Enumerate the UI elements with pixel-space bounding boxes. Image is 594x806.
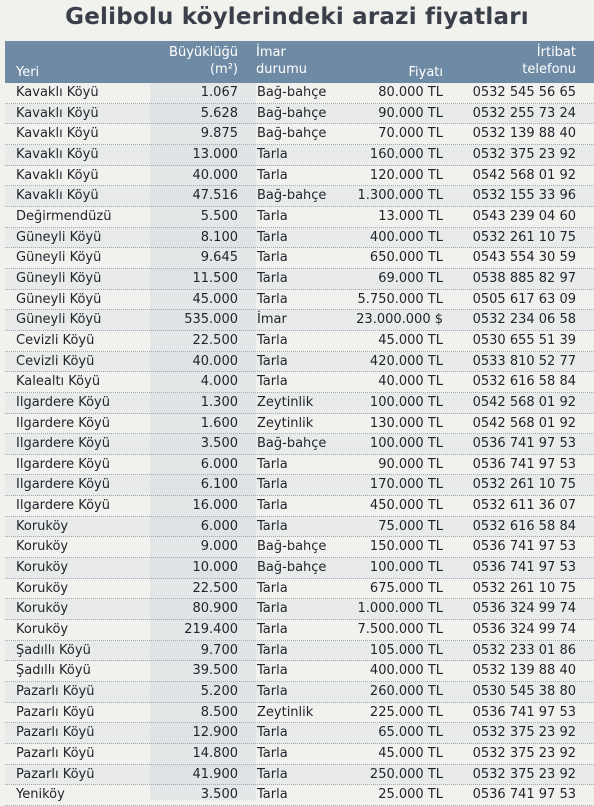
table-row [5, 269, 594, 290]
cell-telefon: 0530 545 38 80 [472, 684, 576, 700]
cell-telefon: 0536 741 97 53 [472, 456, 576, 472]
cell-imar: Tarla [257, 353, 288, 369]
cell-fiyat: 1.300.000 TL [357, 188, 443, 204]
cell-fiyat: 225.000 TL [369, 704, 443, 720]
cell-telefon: 0532 375 23 92 [472, 725, 576, 741]
cell-telefon: 0532 616 58 84 [472, 374, 576, 390]
cell-telefon: 0533 810 52 77 [472, 353, 576, 369]
cell-yeri: Cevizli Köyü [16, 353, 95, 369]
table-row [5, 579, 594, 600]
cell-buyukluk: 80.900 [192, 601, 238, 617]
table-row [5, 765, 594, 786]
cell-imar: Tarla [257, 746, 288, 761]
table-row [5, 434, 594, 455]
cell-fiyat: 100.000 TL [369, 436, 443, 452]
header-fiyat: Fiyatı [408, 65, 443, 80]
cell-imar: Bağ-bahçe [257, 85, 327, 100]
cell-yeri: Ilgardere Köyü [16, 415, 110, 431]
cell-fiyat: 45.000 TL [378, 746, 443, 761]
cell-fiyat: 250.000 TL [369, 766, 443, 782]
cell-imar: Zeytinlik [257, 704, 314, 720]
header-imar-line1: İmar [256, 45, 286, 60]
cell-buyukluk: 14.800 [192, 746, 238, 761]
cell-imar: Tarla [257, 208, 288, 224]
header-yeri: Yeri [16, 65, 40, 80]
cell-yeri: Pazarlı Köyü [16, 725, 95, 741]
cell-buyukluk: 6.100 [200, 477, 238, 493]
cell-yeri: Kavaklı Köyü [16, 85, 99, 100]
cell-imar: Tarla [257, 332, 288, 348]
table-row [5, 290, 594, 311]
cell-yeri: Koruköy [16, 560, 69, 576]
cell-buyukluk: 45.000 [192, 291, 238, 307]
header-irtibat [445, 46, 576, 76]
cell-fiyat: 75.000 TL [378, 518, 443, 534]
cell-buyukluk: 1.300 [200, 394, 238, 410]
table-row [5, 723, 594, 744]
cell-yeri: Şadıllı Köyü [16, 642, 91, 658]
cell-buyukluk: 4.000 [200, 374, 238, 390]
cell-fiyat: 65.000 TL [378, 725, 443, 741]
cell-yeri: Pazarlı Köyü [16, 704, 95, 720]
cell-fiyat: 25.000 TL [378, 787, 443, 803]
cell-buyukluk: 5.628 [200, 105, 238, 121]
cell-imar: Tarla [257, 622, 288, 638]
cell-imar: Tarla [257, 787, 288, 803]
cell-fiyat: 45.000 TL [378, 332, 443, 348]
cell-buyukluk: 6.000 [200, 518, 238, 534]
cell-fiyat: 100.000 TL [369, 394, 443, 410]
cell-telefon: 0536 741 97 53 [472, 560, 576, 576]
cell-fiyat: 420.000 TL [369, 353, 443, 369]
cell-buyukluk: 9.700 [200, 642, 238, 658]
table-row [5, 207, 594, 228]
cell-fiyat: 120.000 TL [369, 167, 443, 183]
cell-yeri: Ilgardere Köyü [16, 436, 110, 452]
cell-buyukluk: 3.500 [200, 787, 238, 803]
table-row [5, 455, 594, 476]
table-row [5, 744, 594, 765]
cell-imar: Tarla [257, 580, 288, 596]
cell-telefon: 0505 617 63 09 [472, 291, 576, 307]
cell-imar: Bağ-bahçe [257, 539, 327, 555]
cell-buyukluk: 9.875 [200, 126, 238, 142]
cell-fiyat: 5.750.000 TL [357, 291, 443, 307]
table-row [5, 372, 594, 393]
cell-fiyat: 7.500.000 TL [357, 622, 443, 638]
cell-telefon: 0532 616 58 84 [472, 518, 576, 534]
table-row [5, 641, 594, 662]
table-row [5, 537, 594, 558]
cell-buyukluk: 1.600 [200, 415, 238, 431]
cell-imar: Tarla [257, 229, 288, 245]
cell-imar: Zeytinlik [257, 415, 314, 431]
cell-buyukluk: 12.900 [192, 725, 238, 741]
cell-yeri: Kavaklı Köyü [16, 146, 99, 162]
cell-yeri: Ilgardere Köyü [16, 456, 110, 472]
cell-telefon: 0532 375 23 92 [472, 146, 576, 162]
cell-yeri: Yeniköy [16, 787, 65, 803]
cell-telefon: 0532 255 73 24 [472, 105, 576, 121]
cell-telefon: 0542 568 01 92 [472, 415, 576, 431]
cell-buyukluk: 5.500 [200, 208, 238, 224]
cell-imar: Tarla [257, 456, 288, 472]
cell-fiyat: 90.000 TL [378, 456, 443, 472]
cell-fiyat: 675.000 TL [369, 580, 443, 596]
cell-telefon: 0532 261 10 75 [472, 580, 576, 596]
cell-telefon: 0543 239 04 60 [472, 208, 576, 224]
cell-yeri: Pazarlı Köyü [16, 746, 95, 761]
cell-yeri: Koruköy [16, 601, 69, 617]
table-row [5, 661, 594, 682]
cell-imar: Bağ-bahçe [257, 105, 327, 121]
cell-telefon: 0530 655 51 39 [472, 332, 576, 348]
cell-fiyat: 13.000 TL [378, 208, 443, 224]
cell-yeri: Ilgardere Köyü [16, 394, 110, 410]
cell-telefon: 0536 324 99 74 [472, 622, 576, 638]
cell-fiyat: 260.000 TL [369, 684, 443, 700]
cell-imar: Bağ-bahçe [257, 188, 327, 204]
cell-fiyat: 450.000 TL [369, 498, 443, 514]
cell-telefon: 0532 375 23 92 [472, 766, 576, 782]
table-row [5, 703, 594, 724]
cell-buyukluk: 11.500 [192, 270, 238, 286]
cell-yeri: Güneyli Köyü [16, 250, 102, 266]
cell-yeri: Koruköy [16, 539, 69, 555]
table-row [5, 310, 594, 331]
cell-imar: Tarla [257, 477, 288, 493]
table-row [5, 145, 594, 166]
cell-telefon: 0536 741 97 53 [472, 787, 576, 803]
cell-imar: Bağ-bahçe [257, 126, 327, 142]
table-header [5, 41, 594, 83]
cell-buyukluk: 219.400 [184, 622, 238, 638]
cell-imar: Tarla [257, 725, 288, 741]
cell-fiyat: 170.000 TL [369, 477, 443, 493]
table-row [5, 599, 594, 620]
cell-buyukluk: 41.900 [192, 766, 238, 782]
table-row [5, 517, 594, 538]
cell-yeri: Cevizli Köyü [16, 332, 95, 348]
table-row [5, 682, 594, 703]
cell-imar: Tarla [257, 250, 288, 266]
cell-buyukluk: 16.000 [192, 498, 238, 514]
cell-fiyat: 100.000 TL [369, 560, 443, 576]
table-row [5, 496, 594, 517]
table-row [5, 558, 594, 579]
cell-buyukluk: 40.000 [192, 353, 238, 369]
cell-fiyat: 70.000 TL [378, 126, 443, 142]
cell-buyukluk: 10.000 [192, 560, 238, 576]
cell-telefon: 0542 568 01 92 [472, 167, 576, 183]
cell-imar: Tarla [257, 374, 288, 390]
cell-telefon: 0532 139 88 40 [472, 663, 576, 679]
header-irtibat-line2: telefonu [522, 62, 576, 77]
cell-yeri: Ilgardere Köyü [16, 477, 110, 493]
page-title: Gelibolu köylerindeki arazi fiyatları [65, 4, 529, 30]
cell-telefon: 0536 741 97 53 [472, 539, 576, 555]
cell-yeri: Koruköy [16, 580, 69, 596]
cell-imar: Tarla [257, 146, 288, 162]
cell-telefon: 0532 155 33 96 [472, 188, 576, 204]
header-buyukluk [158, 46, 238, 76]
cell-buyukluk: 22.500 [192, 580, 238, 596]
cell-imar: Tarla [257, 601, 288, 617]
cell-buyukluk: 39.500 [192, 663, 238, 679]
cell-fiyat: 400.000 TL [369, 229, 443, 245]
cell-fiyat: 90.000 TL [378, 105, 443, 121]
table-row [5, 228, 594, 249]
cell-imar: Tarla [257, 518, 288, 534]
cell-telefon: 0542 568 01 92 [472, 394, 576, 410]
cell-fiyat: 650.000 TL [369, 250, 443, 266]
cell-yeri: Güneyli Köyü [16, 270, 102, 286]
cell-fiyat: 400.000 TL [369, 663, 443, 679]
cell-yeri: Ilgardere Köyü [16, 498, 110, 514]
cell-telefon: 0532 611 36 07 [472, 498, 576, 514]
header-buyukluk-line1: Büyüklüğü [169, 45, 238, 60]
cell-buyukluk: 22.500 [192, 332, 238, 348]
table-row [5, 124, 594, 145]
cell-yeri: Pazarlı Köyü [16, 766, 95, 782]
cell-yeri: Kalealtı Köyü [16, 374, 101, 390]
cell-telefon: 0532 233 01 86 [472, 642, 576, 658]
cell-imar: Tarla [257, 270, 288, 286]
cell-imar: Tarla [257, 642, 288, 658]
cell-fiyat: 23.000.000 $ [356, 312, 443, 328]
cell-buyukluk: 3.500 [200, 436, 238, 452]
table-row [5, 104, 594, 125]
cell-telefon: 0536 324 99 74 [472, 601, 576, 617]
cell-fiyat: 150.000 TL [369, 539, 443, 555]
cell-telefon: 0543 554 30 59 [472, 250, 576, 266]
cell-yeri: Koruköy [16, 622, 69, 638]
cell-imar: İmar [257, 312, 287, 328]
table-row [5, 785, 594, 806]
cell-yeri: Güneyli Köyü [16, 229, 102, 245]
header-imar-line2: durumu [256, 62, 307, 77]
cell-yeri: Koruköy [16, 518, 69, 534]
cell-telefon: 0532 139 88 40 [472, 126, 576, 142]
cell-imar: Tarla [257, 766, 288, 782]
cell-buyukluk: 535.000 [184, 312, 238, 328]
cell-telefon: 0536 741 97 53 [472, 436, 576, 452]
header-imar [256, 46, 307, 76]
table-row [5, 352, 594, 373]
cell-telefon: 0532 545 56 65 [472, 85, 576, 100]
table-row [5, 414, 594, 435]
cell-imar: Zeytinlik [257, 394, 314, 410]
header-irtibat-line1: İrtibat [536, 45, 576, 60]
cell-yeri: Pazarlı Köyü [16, 684, 95, 700]
cell-imar: Bağ-bahçe [257, 436, 327, 452]
table-row [5, 331, 594, 352]
cell-telefon: 0532 261 10 75 [472, 229, 576, 245]
table-row [5, 166, 594, 187]
cell-yeri: Kavaklı Köyü [16, 167, 99, 183]
cell-buyukluk: 1.067 [200, 85, 238, 100]
cell-buyukluk: 40.000 [192, 167, 238, 183]
cell-fiyat: 130.000 TL [369, 415, 443, 431]
cell-yeri: Güneyli Köyü [16, 291, 102, 307]
cell-yeri: Şadıllı Köyü [16, 663, 91, 679]
cell-buyukluk: 9.645 [200, 250, 238, 266]
cell-yeri: Kavaklı Köyü [16, 105, 99, 121]
cell-buyukluk: 47.516 [192, 188, 238, 204]
cell-fiyat: 80.000 TL [378, 85, 443, 100]
cell-telefon: 0536 741 97 53 [472, 704, 576, 720]
header-buyukluk-line2: (m²) [209, 62, 238, 77]
cell-telefon: 0532 261 10 75 [472, 477, 576, 493]
cell-buyukluk: 9.000 [200, 539, 238, 555]
cell-imar: Tarla [257, 291, 288, 307]
table-row [5, 248, 594, 269]
cell-telefon: 0538 885 82 97 [472, 270, 576, 286]
cell-buyukluk: 6.000 [200, 456, 238, 472]
cell-yeri: Değirmendüzü [16, 208, 112, 224]
cell-buyukluk: 13.000 [192, 146, 238, 162]
table-row [5, 186, 594, 207]
cell-imar: Tarla [257, 663, 288, 679]
cell-imar: Tarla [257, 498, 288, 514]
table-row [5, 83, 594, 104]
cell-telefon: 0532 234 06 58 [472, 312, 576, 328]
cell-buyukluk: 5.200 [200, 684, 238, 700]
cell-fiyat: 160.000 TL [369, 146, 443, 162]
cell-fiyat: 1.000.000 TL [357, 601, 443, 617]
cell-imar: Tarla [257, 167, 288, 183]
table-row [5, 475, 594, 496]
table-body [5, 83, 594, 806]
cell-imar: Bağ-bahçe [257, 560, 327, 576]
cell-yeri: Kavaklı Köyü [16, 126, 99, 142]
cell-yeri: Kavaklı Köyü [16, 188, 99, 204]
cell-yeri: Güneyli Köyü [16, 312, 102, 328]
cell-buyukluk: 8.100 [200, 229, 238, 245]
cell-fiyat: 105.000 TL [369, 642, 443, 658]
cell-fiyat: 40.000 TL [378, 374, 443, 390]
cell-imar: Tarla [257, 684, 288, 700]
table-row [5, 393, 594, 414]
cell-telefon: 0532 375 23 92 [472, 746, 576, 761]
table-row [5, 620, 594, 641]
cell-buyukluk: 8.500 [200, 704, 238, 720]
cell-fiyat: 69.000 TL [378, 270, 443, 286]
